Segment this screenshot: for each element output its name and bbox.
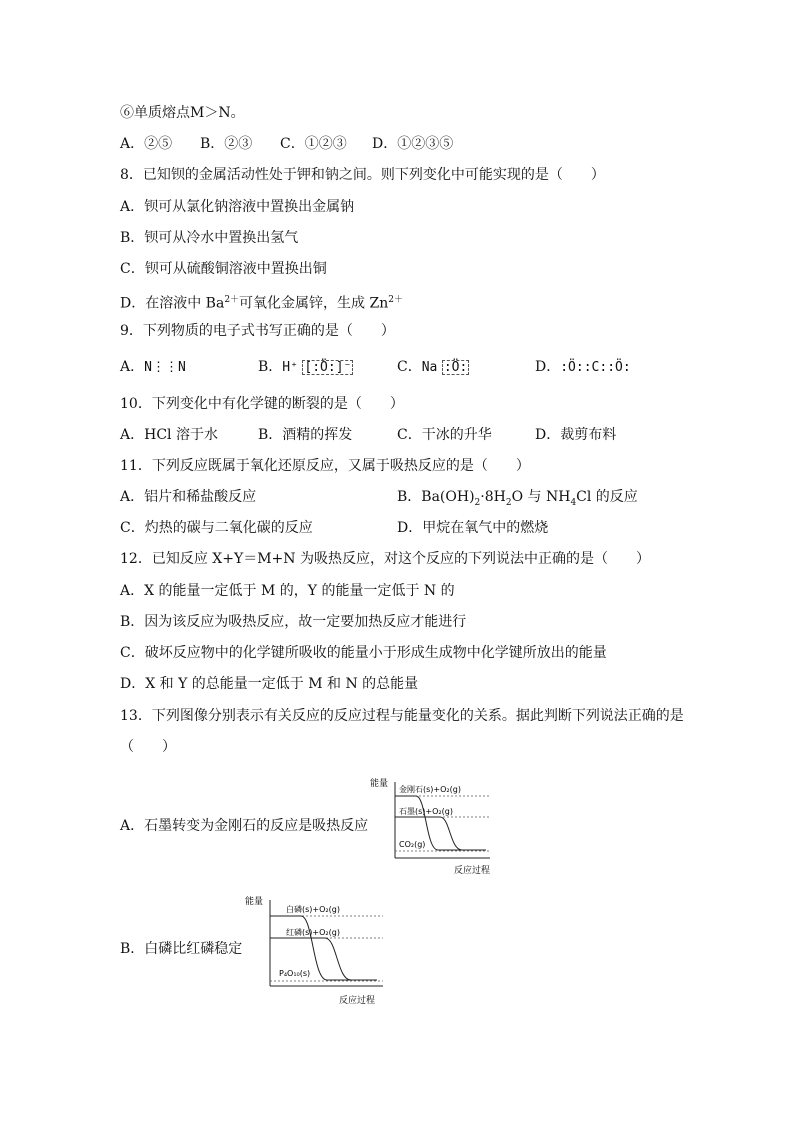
diagram-a-top-label: 金刚石(s)+O₂(g) bbox=[399, 785, 461, 794]
q11-option-b bbox=[397, 488, 638, 512]
q9-option-a bbox=[120, 358, 186, 377]
q11-b-t1: B．Ba(OH) bbox=[397, 489, 475, 505]
q13-answer-paren: （ ） bbox=[120, 739, 176, 755]
q9-option-d bbox=[535, 358, 631, 377]
q12-option-d: D．X 和 Y 的总能量一定低于 M 和 N 的总能量 bbox=[120, 676, 419, 692]
q11-b-t2: ·8H bbox=[480, 489, 506, 505]
q11-option-a: A．铝片和稀盐酸反应 bbox=[120, 489, 257, 505]
q7-option-c: C．①②③ bbox=[280, 136, 347, 152]
energy-diagram-b bbox=[243, 890, 393, 1008]
diagram-b-mid-label: 红磷(s)+O₂(g) bbox=[286, 928, 340, 937]
q12-option-c: C．破坏反应物中的化学键所吸收的能量小于形成生成物中化学键所放出的能量 bbox=[120, 645, 607, 661]
q8-option-d bbox=[120, 291, 403, 313]
diagram-b-bottom-label: P₄O₁₀(s) bbox=[279, 969, 311, 978]
q7-option-a: A．②⑤ bbox=[120, 136, 173, 152]
q9-c-formula-na: Na bbox=[421, 360, 438, 375]
q9-a-label: A． bbox=[120, 359, 145, 375]
q13-option-a: A．石墨转变为金刚石的反应是吸热反应 bbox=[120, 818, 369, 834]
q11-b-s1: 2 bbox=[474, 497, 481, 508]
q10-option-a: A．HCl 溶于水 bbox=[120, 427, 218, 443]
diagram-a-ylabel: 能量 bbox=[370, 779, 389, 789]
q9-b-formula-h: H⁺ bbox=[282, 360, 298, 375]
q9-option-b bbox=[258, 358, 353, 377]
q9-c-formula-x: :Ö: bbox=[443, 360, 468, 375]
q13-stem: 13．下列图像分别表示有关反应的反应过程与能量变化的关系。据此判断下列说法正确的是 bbox=[120, 708, 684, 724]
diagram-a-bottom-label: CO₂(g) bbox=[399, 840, 426, 849]
q11-option-d: D．甲烷在氧气中的燃烧 bbox=[397, 520, 549, 536]
q12-option-a: A．X 的能量一定低于 M 的，Y 的能量一定低于 N 的 bbox=[120, 583, 455, 599]
q8-stem: 8．已知钡的金属活动性处于钾和钠之间。则下列变化中可能实现的是（ ） bbox=[120, 167, 605, 183]
q8-option-c: C．钡可从硫酸铜溶液中置换出铜 bbox=[120, 261, 327, 277]
q11-option-c: C．灼热的碳与二氧化碳的反应 bbox=[120, 520, 313, 536]
diagram-a-xlabel: 反应过程 bbox=[454, 866, 491, 876]
q7-option-b: B．②③ bbox=[200, 136, 253, 152]
diagram-a-mid-label: 石墨(s)+O₂(g) bbox=[399, 807, 453, 816]
q9-b-formula-x: [:Ö:]⁻ bbox=[304, 360, 352, 375]
q8-d-charge-2: 2＋ bbox=[388, 295, 403, 305]
diagram-b-xlabel: 反应过程 bbox=[339, 996, 376, 1006]
q9-stem: 9．下列物质的电子式书写正确的是（ ） bbox=[120, 323, 395, 339]
q11-b-t4: Cl 的反应 bbox=[576, 489, 638, 505]
q10-option-b: B．酒精的挥发 bbox=[258, 427, 353, 443]
q8-option-b: B．钡可从冷水中置换出氢气 bbox=[120, 230, 299, 246]
q9-b-label: B． bbox=[258, 359, 283, 375]
q13-option-b: B．白磷比红磷稳定 bbox=[120, 941, 243, 957]
q8-d-text-1: D．在溶液中 Ba bbox=[120, 295, 225, 312]
q10-option-d: D．裁剪布料 bbox=[535, 427, 617, 443]
energy-diagram-a bbox=[368, 770, 503, 878]
q7-option-d: D．①②③⑤ bbox=[372, 136, 454, 152]
diagram-b-ylabel: 能量 bbox=[245, 897, 264, 907]
q11-stem: 11．下列反应既属于氧化还原反应，又属于吸热反应的是（ ） bbox=[120, 458, 530, 474]
diagram-b-top-label: 白磷(s)+O₂(g) bbox=[286, 905, 340, 914]
q9-d-formula: :Ö::C::Ö: bbox=[560, 360, 631, 375]
q8-option-a: A．钡可从氯化钠溶液中置换出金属钠 bbox=[120, 199, 355, 215]
q9-a-formula: N⋮⋮N bbox=[144, 360, 186, 375]
q12-option-b: B．因为该反应为吸热反应，故一定要加热反应才能进行 bbox=[120, 614, 467, 630]
q8-d-text-2: 可氧化金属锌，生成 Zn bbox=[239, 295, 389, 312]
q10-stem: 10．下列变化中有化学键的断裂的是（ ） bbox=[120, 396, 404, 412]
q9-d-label: D． bbox=[535, 359, 561, 375]
q8-d-charge-1: 2＋ bbox=[224, 295, 240, 305]
q11-b-s2: 2 bbox=[505, 497, 512, 508]
q11-b-t3: O 与 NH bbox=[511, 489, 571, 505]
q9-option-c bbox=[397, 358, 469, 377]
q10-option-c: C．干冰的升华 bbox=[397, 427, 492, 443]
q11-b-s3: 4 bbox=[570, 497, 577, 508]
q12-stem: 12．已知反应 X+Y＝M+N 为吸热反应，对这个反应的下列说法中正确的是（ ） bbox=[120, 551, 650, 567]
line-6: ⑥单质熔点M＞N。 bbox=[120, 105, 245, 121]
q9-c-label: C． bbox=[397, 359, 422, 375]
